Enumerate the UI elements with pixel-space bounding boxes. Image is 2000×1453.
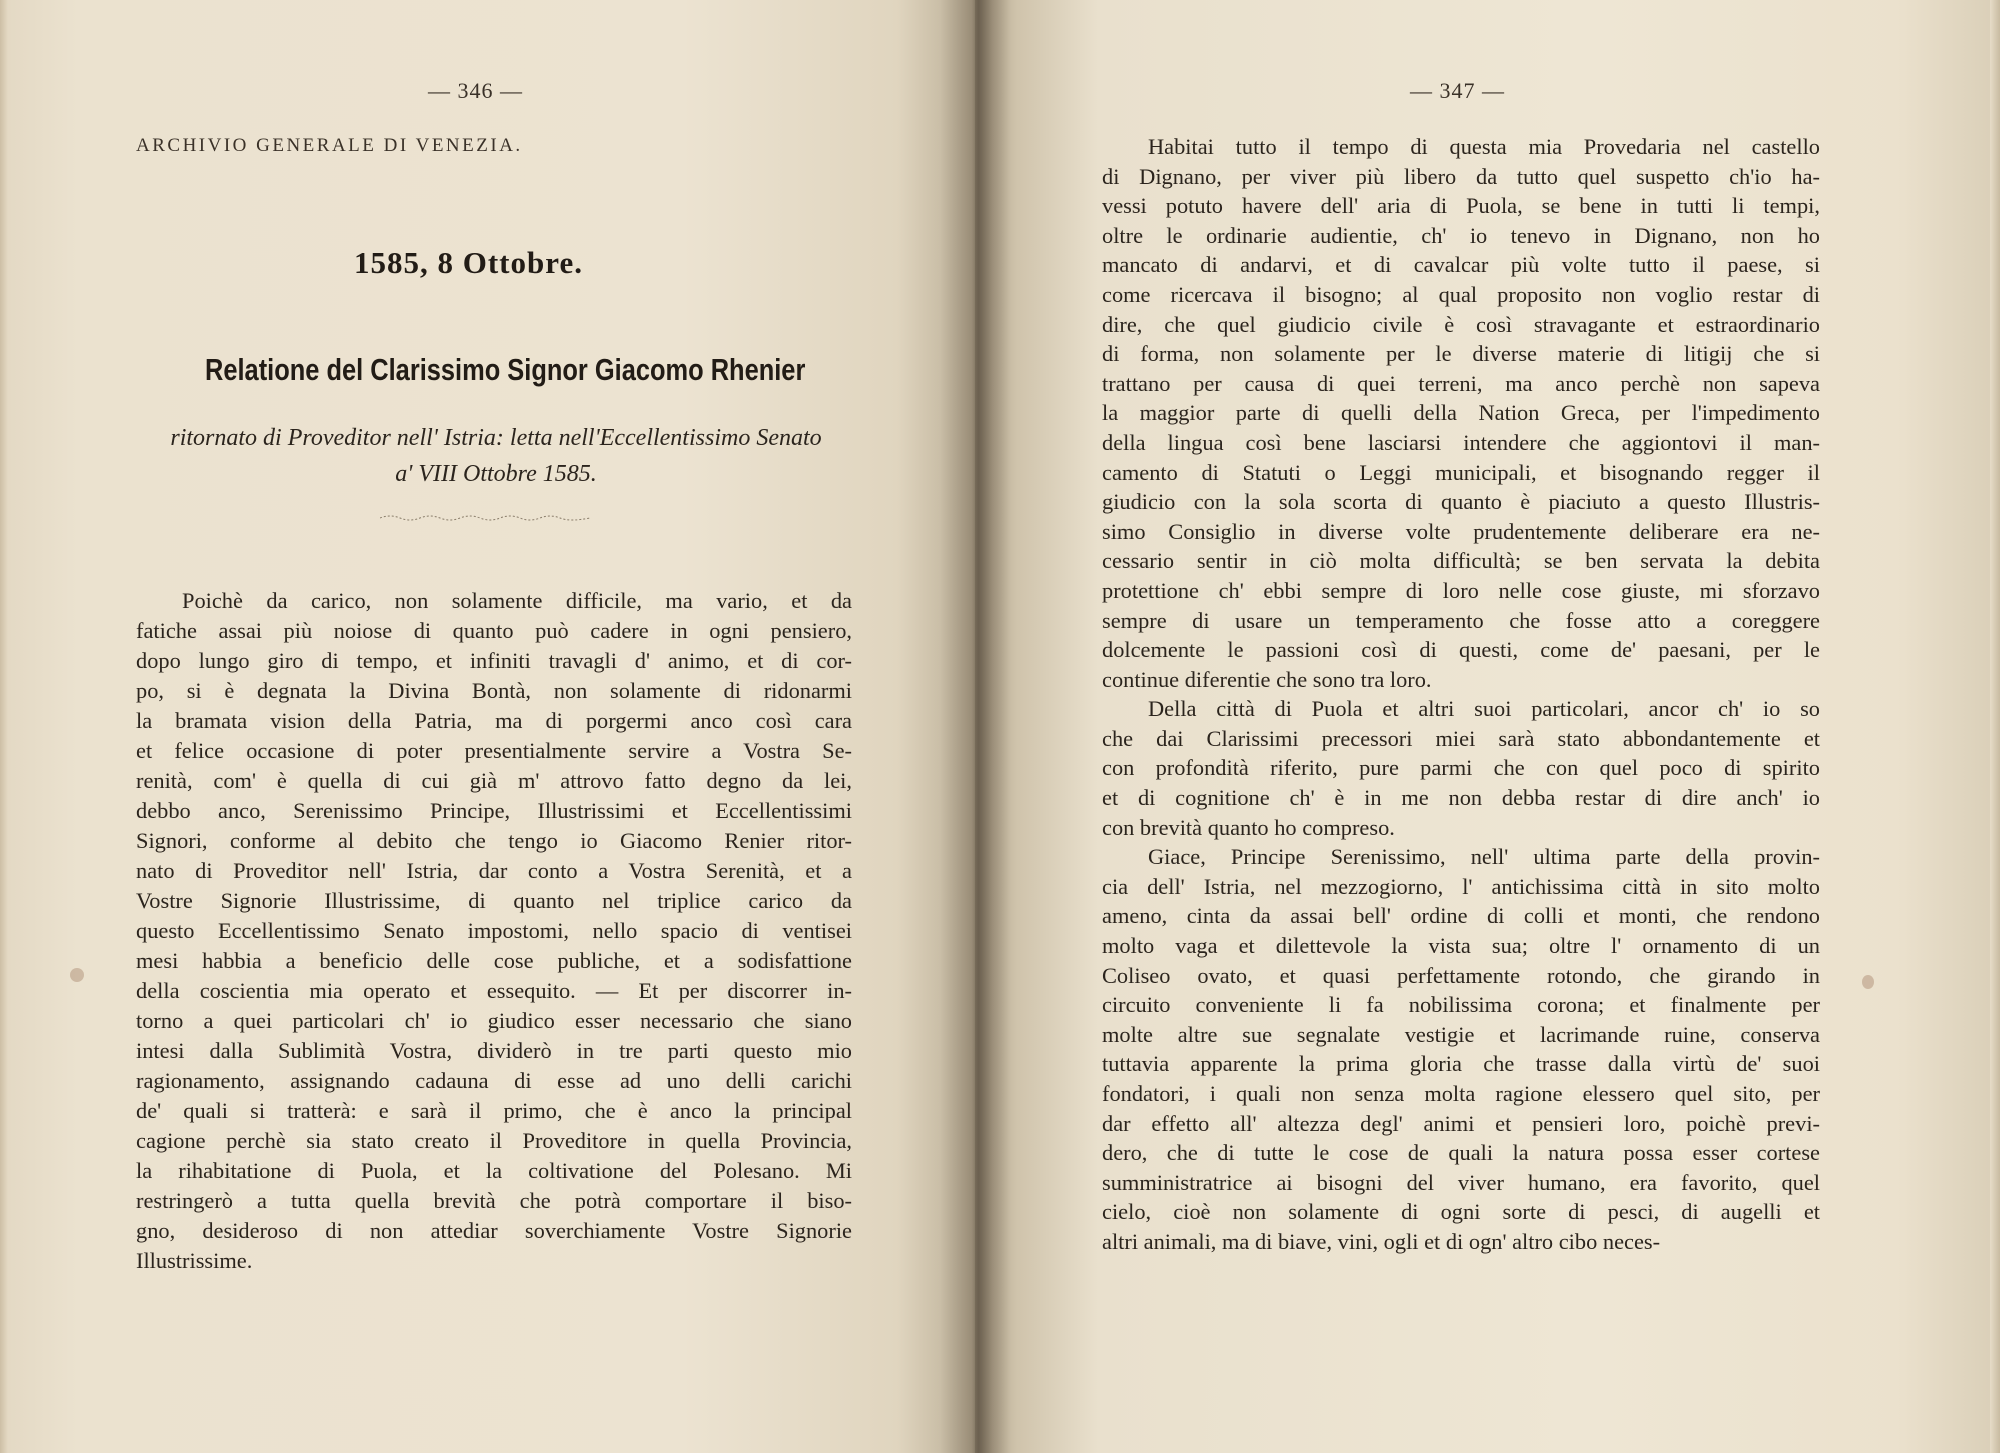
text-line: Della città di Puola et altri suoi particolari, ancor ch' io so [1148, 696, 1820, 722]
text-line: nato di Proveditor nell' Istria, dar conto a Vostra Serenità, et a [136, 858, 852, 883]
date-heading: 1585, 8 Ottobre. [354, 245, 583, 280]
text-line: Giace, Principe Serenissimo, nell' ultima parte della provin- [1148, 844, 1820, 870]
text-line: intesi dalla Sublimità Vostra, dividerò in tre parti questo mio [136, 1038, 852, 1063]
text-line: sumministratrice ai bisogni del viver humano, era favorito, quel [1102, 1169, 1820, 1195]
text-line: cielo, cioè non solamente di ogni sorte di pesci, di augelli et [1102, 1199, 1820, 1225]
text-line: protettione ch' ebbi sempre di loro nelle cose giuste, mi sforzavo [1102, 577, 1820, 603]
page-edge [1990, 0, 2000, 1453]
document-title: Relatione del Clarissimo Signor Giacomo Rhenier [205, 352, 806, 387]
text-line: simo Consiglio in diverse volte prudentemente deliberare era ne- [1102, 518, 1820, 544]
left-page [0, 0, 975, 1453]
text-line: mesi habbia a beneficio delle cose publiche, et a sodisfattione [136, 948, 852, 973]
text-line: con brevità quanto ho compreso. [1102, 814, 1395, 840]
page-number: — 347 — [1410, 78, 1505, 103]
text-line: continue diferentie che sono tra loro. [1102, 666, 1432, 692]
book-gutter [940, 0, 1010, 1453]
text-line: po, si è degnata la Divina Bontà, non solamente di ridonarmi [136, 678, 852, 703]
text-line: fondatori, i quali non senza molta ragione elessero quel sito, per [1102, 1081, 1820, 1106]
text-line: Vostre Signorie Illustrissime, di quanto nel triplice carico da [136, 888, 852, 913]
text-line: restringerò a tutta quella brevità che potrà comportare il biso- [136, 1188, 852, 1213]
page-edge [0, 0, 8, 1453]
text-line: la maggior parte di quelli della Nation Greca, per l'impedimento [1102, 400, 1820, 426]
stain [1862, 975, 1874, 989]
text-line: molte altre sue segnalate vestigie et lacrimande ruine, conserva [1102, 1021, 1820, 1047]
text-line: et di cognitione ch' è in me non debba restar di dire anch' io [1102, 785, 1820, 811]
text-line: cagione perchè sia stato creato il Proveditore in quella Provincia, [136, 1128, 852, 1153]
text-line: cia dell' Istria, nel mezzogiorno, l' antichissima città in sito molto [1102, 873, 1820, 899]
text-line: torno a quei particolari ch' io giudico esser necessario che siano [136, 1008, 852, 1033]
text-line: giudicio con la sola scorta di quanto è piaciuto a questo Illustris- [1102, 489, 1820, 515]
subtitle-line: a' VIII Ottobre 1585. [395, 461, 597, 487]
text-line: della coscientia mia operato et essequito. — Et per discorrer in- [136, 978, 852, 1003]
text-line: dopo lungo giro di tempo, et infiniti travagli d' animo, et di cor- [136, 648, 852, 673]
text-line: molto vaga et dilettevole la vista sua; oltre l' ornamento di un [1102, 933, 1820, 959]
text-line: circuito conveniente li fa nobilissima corona; et finalmente per [1102, 992, 1820, 1018]
text-line: gno, desideroso di non attediar soverchiamente Vostre Signorie [136, 1218, 852, 1243]
text-line: vessi potuto havere dell' aria di Puola, se bene in tutti li tempi, [1102, 193, 1820, 219]
text-line: et felice occasione di poter presentialmente servire a Vostra Se- [136, 738, 852, 763]
text-line: de' quali si tratterà: e sarà il primo, che è anco la principal [136, 1098, 852, 1123]
right-body-text [1102, 132, 1820, 1257]
text-line: oltre le ordinarie audientie, ch' io tenevo in Dignano, non ho [1102, 222, 1820, 248]
text-line: questo Eccellentissimo Senato impostomi, nello spacio di ventisei [136, 918, 852, 943]
text-line: che dai Clarissimi precessori miei sarà stato abbondantemente et [1102, 725, 1820, 751]
subtitle-line: ritornato di Proveditor nell' Istria: letta nell'Eccellentissimo Senato [170, 425, 822, 451]
text-line: ragionamento, assignando cadauna di esse ad uno delli carichi [136, 1068, 852, 1093]
text-line: Coliseo ovato, et quasi perfettamente rotondo, che girando in [1102, 962, 1820, 988]
text-line: camento di Statuti o Leggi municipali, et bisognando regger il [1102, 459, 1820, 485]
text-line: di forma, non solamente per le diverse materie di litigij che si [1102, 341, 1820, 367]
text-line: tuttavia apparente la prima gloria che trasse dalla virtù de' suoi [1102, 1051, 1820, 1077]
text-line: dero, che di tutte le cose de quali la natura possa esser cortese [1102, 1140, 1820, 1166]
document-subtitle [136, 420, 856, 492]
text-line: dar effetto all' altezza degl' animi et pensieri loro, poichè previ- [1102, 1110, 1820, 1136]
running-head: ARCHIVIO GENERALE DI VENEZIA. [136, 135, 523, 156]
text-line: Poichè da carico, non solamente difficile, ma vario, et da [182, 588, 852, 613]
right-page [975, 0, 2000, 1453]
left-body-text [136, 586, 852, 1276]
text-line: debbo anco, Serenissimo Principe, Illustrissimi et Eccellentissimi [136, 798, 852, 823]
text-line: cessario sentir in ciò molta difficultà; se ben servata la debita [1102, 548, 1820, 574]
text-line: Illustrissime. [136, 1248, 253, 1273]
page-number: — 346 — [428, 78, 523, 103]
text-line: di Dignano, per viver più libero da tutto quel suspetto ch'io ha- [1102, 163, 1820, 189]
text-line: Habitai tutto il tempo di questa mia Provedaria nel castello [1148, 134, 1820, 159]
text-line: dire, che quel giudicio civile è così stravagante et estraordinario [1102, 311, 1820, 337]
text-line: con profondità riferito, pure parmi che con quel poco di spirito [1102, 755, 1820, 781]
text-line: ameno, cinta da assai bell' ordine di colli et monti, che rendono [1102, 903, 1820, 929]
text-line: fatiche assai più noiose di quanto può cadere in ogni pensiero, [136, 618, 852, 643]
text-line: la rihabitatione di Puola, et la coltivatione del Polesano. Mi [136, 1158, 852, 1183]
ornament-rule [380, 514, 590, 522]
text-line: renità, com' è quella di cui già m' attrovo fatto degno da lei, [136, 768, 852, 793]
text-line: trattano per causa di quei terreni, ma anco perchè non sapeva [1102, 370, 1820, 396]
text-line: dolcemente le passioni così di questi, come de' paesani, per le [1102, 637, 1820, 663]
stain [70, 968, 84, 982]
text-line: della lingua così bene lasciarsi intendere che aggiontovi il man- [1102, 429, 1820, 455]
text-line: come ricercava il bisogno; al qual proposito non voglio restar di [1102, 281, 1820, 307]
text-line: mancato di andarvi, et di cavalcar più volte tutto il paese, si [1102, 252, 1820, 278]
text-line: altri animali, ma di biave, vini, ogli et di ogn' altro cibo neces- [1102, 1228, 1661, 1254]
text-line: la bramata vision della Patria, ma di porgermi anco così cara [136, 708, 852, 733]
text-line: sempre di usare un temperamento che fosse atto a coreggere [1102, 607, 1820, 633]
text-line: Signori, conforme al debito che tengo io Giacomo Renier ritor- [136, 828, 852, 853]
